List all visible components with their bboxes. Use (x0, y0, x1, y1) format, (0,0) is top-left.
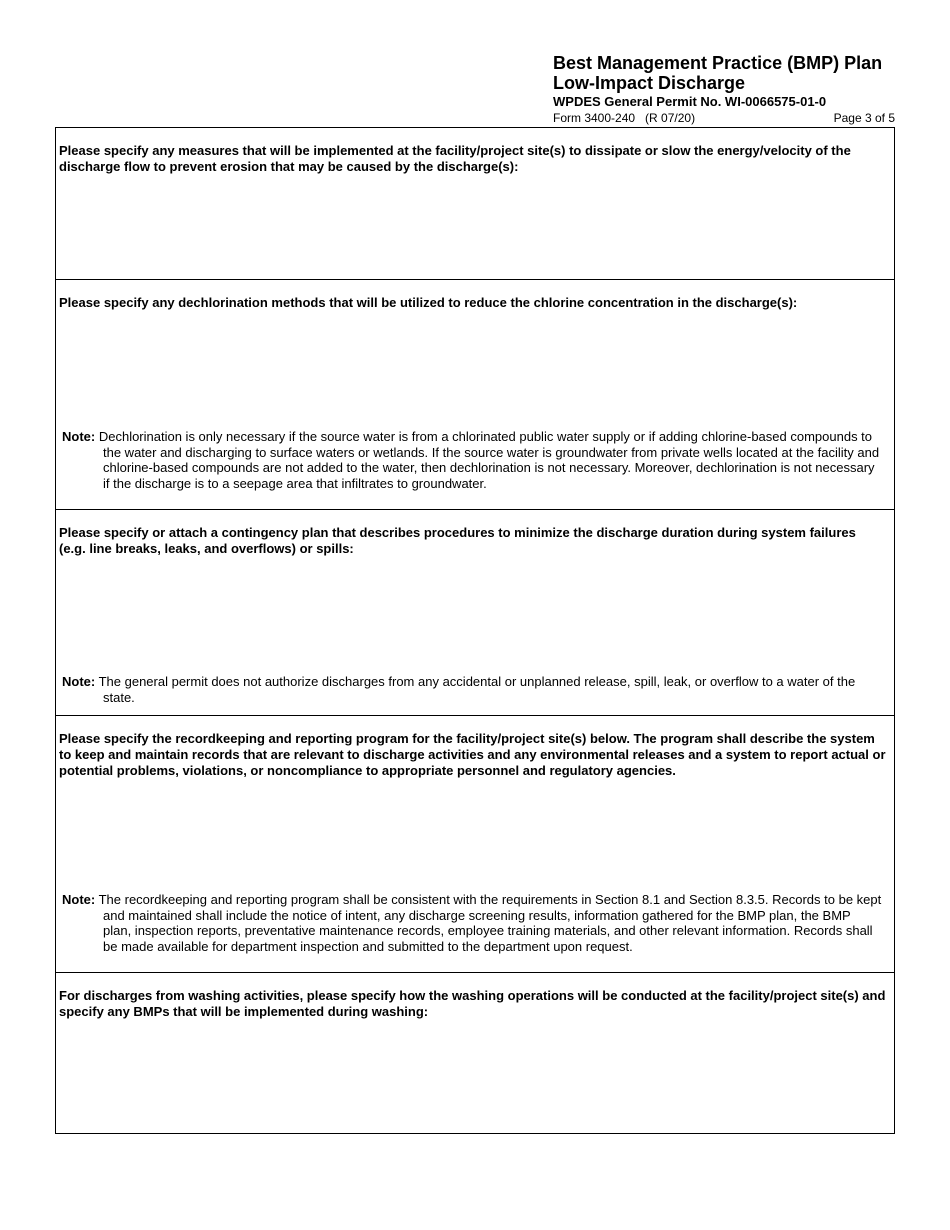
section-energy-dissipation (56, 128, 894, 280)
form-header (553, 53, 895, 109)
note-label: Note: (62, 892, 96, 907)
answer-field-contingency-plan[interactable] (59, 562, 891, 667)
section-contingency-plan (56, 510, 894, 716)
note-text: The general permit does not authorize discharges from any accidental or unplanned release, spill, leak, or overflow to a water of the state. (98, 674, 856, 705)
form-number: Form 3400-240 (R 07/20) (553, 111, 696, 125)
answer-field-washing-activities[interactable] (59, 1025, 891, 1125)
question-washing-activities: For discharges from washing activities, please specify how the washing operations will be conducted at the facility/project site(s) and specify any BMPs that will be implemented during washing: (59, 988, 886, 1019)
question-energy-dissipation: Please specify any measures that will be implemented at the facility/project site(s) to dissipate or slow the energy/velocity of the discharge flow to prevent erosion that may be caused by the discharge(s): (59, 143, 851, 174)
note-contingency-plan (62, 674, 882, 705)
form-body (55, 127, 895, 1134)
section-dechlorination (56, 280, 894, 510)
form-subtitle: Low-Impact Discharge (553, 73, 746, 93)
form-title: Best Management Practice (BMP) Plan (553, 53, 883, 73)
note-label: Note: (62, 674, 96, 689)
note-text: Dechlorination is only necessary if the source water is from a chlorinated public water supply or if adding chlorine-based compounds to the water and discharging to surface waters or wetlands. If the source water is groundwater from private wells located at the facility and chlorine-based compounds are not added to the water, then dechlorination is not necessary. Moreover, dechlorination is not necessary if the discharge is to a seepage area that infiltrates to groundwater. (98, 429, 880, 491)
note-dechlorination (62, 429, 882, 491)
question-contingency-plan: Please specify or attach a contingency plan that describes procedures to minimize the discharge duration during system failures (e.g. line breaks, leaks, and overflows) or spills: (59, 525, 856, 556)
answer-field-recordkeeping[interactable] (59, 784, 891, 889)
question-recordkeeping: Please specify the recordkeeping and reporting program for the facility/project site(s) below. The program shall describe the system to keep and maintain records that are relevant to discharge activities and any environmental releases and a system to report actual or potential problems, violations, or noncompliance to appropriate personnel and regulatory agencies. (59, 731, 886, 778)
note-text: The recordkeeping and reporting program shall be consistent with the requirements in Section 8.1 and Section 8.3.5. Records to be kept and maintained shall include the notice of intent, any discharge screening results, information gathered for the BMP plan, the BMP plan, inspection reports, preventative maintenance records, employee training materials, and other relevant information. Records shall be made available for department inspection and submitted to the department upon request. (98, 892, 882, 954)
section-recordkeeping (56, 716, 894, 973)
question-dechlorination: Please specify any dechlorination methods that will be utilized to reduce the chlorine concentration in the discharge(s): (59, 295, 798, 310)
answer-field-energy-dissipation[interactable] (59, 178, 891, 273)
note-recordkeeping (62, 892, 882, 954)
permit-number: WPDES General Permit No. WI-0066575-01-0 (553, 94, 827, 109)
section-washing-activities (56, 973, 894, 1133)
answer-field-dechlorination[interactable] (59, 318, 891, 423)
page-number: Page 3 of 5 (833, 111, 895, 125)
note-label: Note: (62, 429, 96, 444)
